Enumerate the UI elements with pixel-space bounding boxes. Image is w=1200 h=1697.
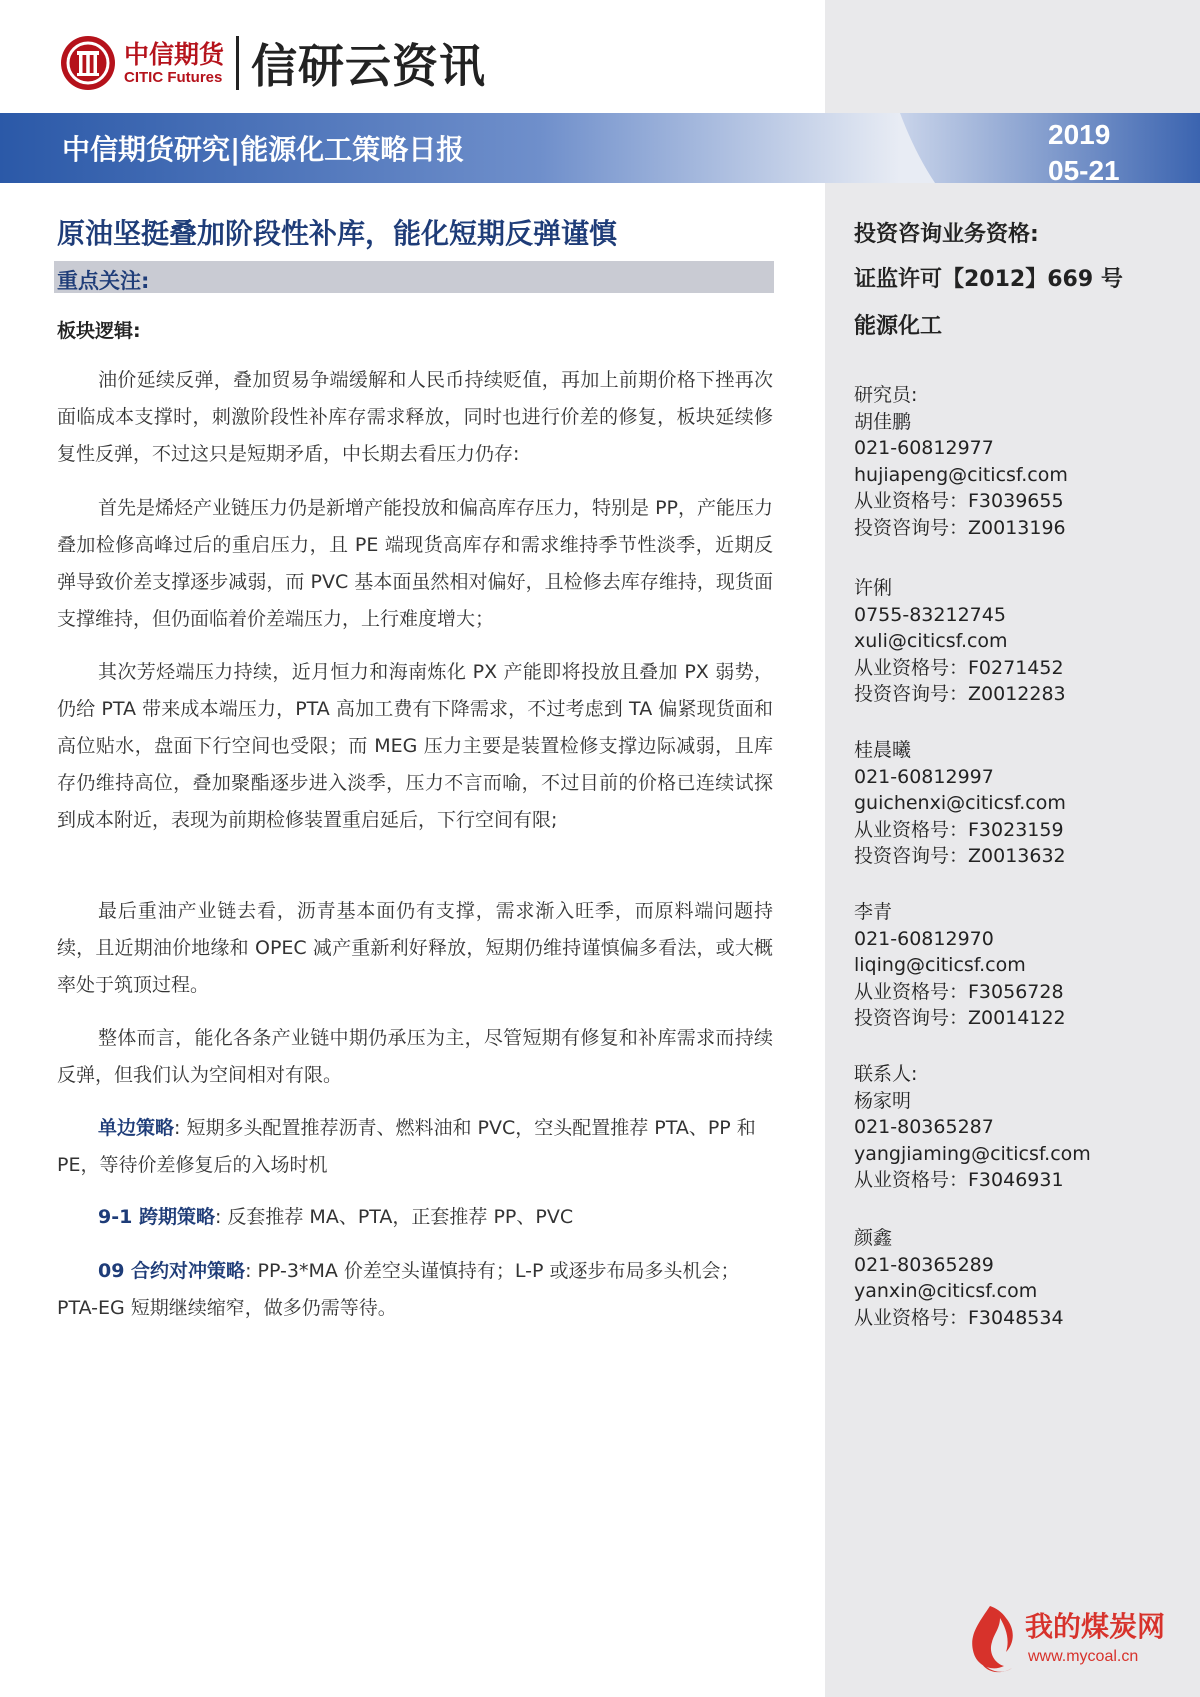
strategy-hedge-text: : PP-3*MA 价差空头谨慎持有；L-P 或逐步布局多头机会；PTA-EG 短期继续缩窄，做多仍需等待。 <box>57 1260 740 1319</box>
paragraph-4: 最后重油产业链去看，沥青基本面仍有支撑，需求渐入旺季，而原料端问题持续，且近期油价地缘和 OPEC 减产重新利好释放，短期仍维持谨慎偏多看法，或大概率处于筑顶过程。 <box>57 900 773 996</box>
contact-email[interactable]: yanxin@citicsf.com <box>854 1280 1038 1302</box>
researcher-cert: 从业资格号：F3039655 <box>854 490 1064 512</box>
paragraph-2: 首先是烯烃产业链压力仍是新增产能投放和偏高库存压力，特别是 PP，产能压力叠加检修高峰过后的重启压力，且 PE 端现货高库存和需求维持季节性淡季，近期反弹导致价差支撑逐步减弱，而 PVC 基本面虽然相对偏好，且检修去库存维持，现货面支撑维持，但仍面临着价差端压力，上行难度增大； <box>57 497 773 630</box>
strategy-hedge-label: 09 合约对冲策略 <box>98 1260 246 1282</box>
section-heading: 板块逻辑: <box>57 320 141 342</box>
paragraph-5: 整体而言，能化各条产业链中期仍承压为主，尽管短期有修复和补库需求而持续反弹，但我们认为空间相对有限。 <box>57 1027 773 1086</box>
researcher-phone: 021-60812970 <box>854 927 994 950</box>
brand-title: 信研云资讯 <box>251 39 487 93</box>
contact-label: 联系人: <box>854 1063 918 1085</box>
researcher-cert: 从业资格号：F3023159 <box>854 818 1064 841</box>
researcher-1 <box>854 382 1068 541</box>
contact-name: 杨家明 <box>854 1089 912 1112</box>
header-logo <box>60 30 486 96</box>
citic-logo-icon <box>60 35 116 91</box>
researcher-name: 胡佳鹏 <box>854 410 912 433</box>
focus-bar <box>54 261 774 293</box>
contact-cert: 从业资格号：F3046931 <box>854 1169 1064 1191</box>
logo-en-text: CITIC Futures <box>124 68 223 86</box>
contact-phone: 021-80365289 <box>854 1253 994 1276</box>
qualification-label: 投资咨询业务资格: <box>854 222 1039 247</box>
strategy-single-text: : 短期多头配置推荐沥青、燃料油和 PVC，空头配置推荐 PTA、PP 和 PE，等待价差修复后的入场时机 <box>57 1117 756 1176</box>
sector-name: 能源化工 <box>854 314 943 339</box>
researcher-name: 李青 <box>854 901 893 923</box>
report-year: 2019 <box>1048 119 1111 150</box>
researcher-name: 桂晨曦 <box>854 739 912 761</box>
researcher-advisory: 投资咨询号：Z0013196 <box>854 516 1066 539</box>
researcher-email[interactable]: guichenxi@citicsf.com <box>854 792 1066 814</box>
researcher-phone: 021-60812977 <box>854 437 994 459</box>
researcher-email[interactable]: hujiapeng@citicsf.com <box>854 463 1068 486</box>
paragraph-3: 其次芳烃端压力持续，近月恒力和海南炼化 PX 产能即将投放且叠加 PX 弱势，仍给 PTA 带来成本端压力，PTA 高加工费有下降需求，不过考虑到 TA 偏紧现货面和高位贴水，盘面下行空间也受限；而 MEG 压力主要是装置检修支撑边际减弱，且库存仍维持高位，叠加聚酯逐步进入淡季，压力不言而喻，不过目前的价格已连续试探到成本附近，表现为前期检修装置重启延后，下行空间有限; <box>57 661 773 831</box>
logo-cn-text: 中信期货 <box>124 39 225 69</box>
researcher-4 <box>854 899 1066 1032</box>
researcher-advisory: 投资咨询号：Z0014122 <box>854 1007 1066 1029</box>
report-month-day: 05-21 <box>1048 155 1120 186</box>
strategy-hedge <box>57 1253 773 1327</box>
researcher-cert: 从业资格号：F0271452 <box>854 656 1064 679</box>
contact-phone: 021-80365287 <box>854 1116 994 1138</box>
paragraph-1: 油价延续反弹，叠加贸易争端缓解和人民币持续贬值，再加上前期价格下挫再次面临成本支撑时，刺激阶段性补库存需求释放，同时也进行价差的修复，板块延续修复性反弹，不过这只是短期矛盾，中长期去看压力仍存: <box>57 369 773 465</box>
focus-heading: 重点关注: <box>57 269 150 293</box>
researcher-3 <box>854 737 1066 870</box>
contact-cert: 从业资格号：F3048534 <box>854 1306 1064 1329</box>
researcher-advisory: 投资咨询号：Z0012283 <box>854 683 1066 705</box>
researcher-cert: 从业资格号：F3056728 <box>854 980 1064 1003</box>
contact-2 <box>854 1225 1064 1331</box>
flame-logo-icon <box>960 1602 1022 1682</box>
researcher-label: 研究员: <box>854 384 918 406</box>
strategy-calendar-text: : 反套推荐 MA、PTA，正套推荐 PP、PVC <box>214 1206 574 1228</box>
watermark-site-name: 我的煤炭网 <box>1025 1610 1166 1643</box>
license-number: 证监许可【2012】669 号 <box>854 267 1123 292</box>
contact-name: 颜鑫 <box>854 1227 893 1249</box>
banner-title: 中信期货研究|能源化工策略日报 <box>62 133 465 166</box>
researcher-email[interactable]: xuli@citicsf.com <box>854 630 1008 652</box>
report-title: 原油坚挺叠加阶段性补库，能化短期反弹谨慎 <box>57 217 618 250</box>
researcher-phone: 0755-83212745 <box>854 603 1006 626</box>
strategy-calendar-label: 9-1 跨期策略 <box>98 1206 215 1228</box>
strategy-single <box>57 1110 773 1184</box>
researcher-advisory: 投资咨询号：Z0013632 <box>854 845 1066 867</box>
researcher-name: 许俐 <box>854 577 893 599</box>
logo-divider <box>236 36 239 90</box>
researcher-email[interactable]: liqing@citicsf.com <box>854 954 1026 976</box>
contact-1 <box>854 1061 1091 1194</box>
contact-email[interactable]: yangjiaming@citicsf.com <box>854 1142 1091 1165</box>
strategy-single-label: 单边策略 <box>98 1117 175 1139</box>
strategy-calendar <box>57 1199 773 1236</box>
report-date <box>1048 117 1120 189</box>
watermark-site-url: www.mycoal.cn <box>1028 1648 1139 1665</box>
researcher-2 <box>854 575 1066 708</box>
researcher-phone: 021-60812997 <box>854 765 994 788</box>
